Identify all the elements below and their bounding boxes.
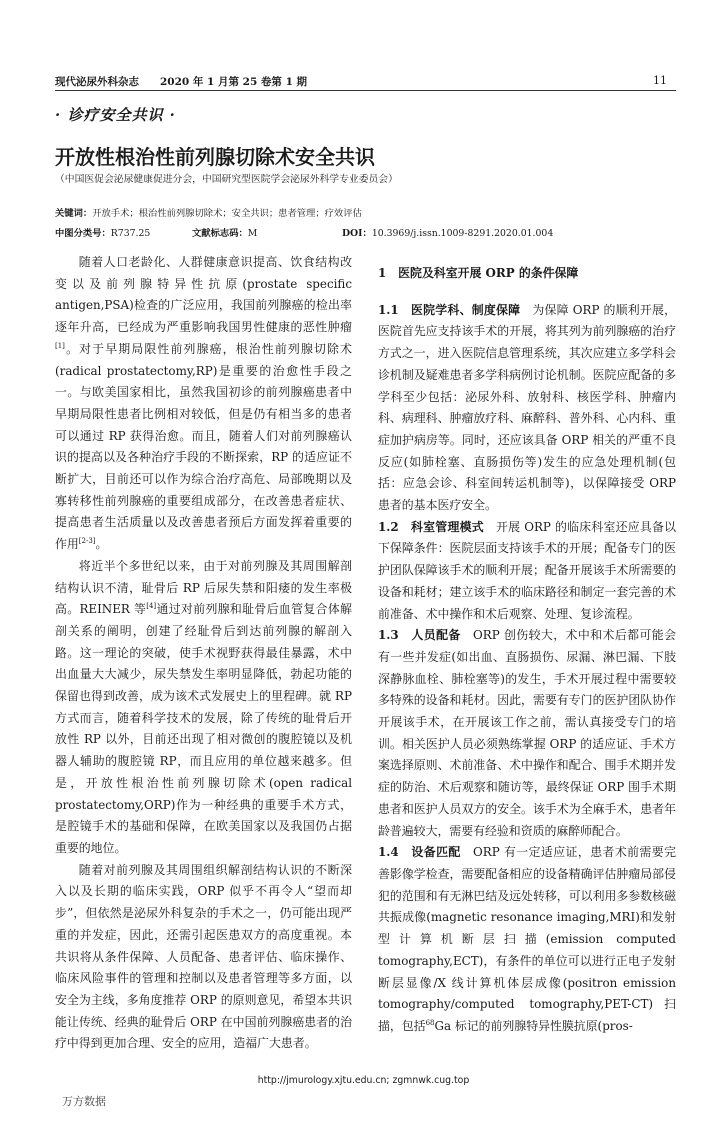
section-1-3-heading: 1.3 人员配备 [378, 628, 461, 643]
section-1-2-heading: 1.2 科室管理模式 [378, 519, 484, 534]
citation-2-3: [2-3] [78, 537, 96, 546]
section-1-1-heading: 1.1 医院学科、制度保障 [378, 302, 521, 317]
page-title: 开放性根治性前列腺切除术安全共识 [55, 145, 375, 169]
paragraph-purpose: 随着对前列腺及其周围组织解剖结构认识的不断深入以及长期的临床实践，ORP 似乎不再令人“望而却步”，但依然是泌尿外科复杂的手术之一，仍可能出现严重的并发症，因此，还需引起医患双方的高度重视。本共识将从条件保障、人员配备、患者评估、临床操作、临床风险事件的管理和控制以及患者管理等多方面，以安全为主线，多角度推荐 ORP 的原则意见，希望本共识能让传统、经典的耻骨后 ORP 在中国前列腺癌患者的治疗中得到更加合理、安全的应用，造福广大患者。 [55, 862, 352, 1051]
keywords-label: 关键词： [55, 208, 93, 219]
section-1-4-heading: 1.4 设备匹配 [378, 845, 461, 860]
section-1-3: 1.3 人员配备 ORP 创伤较大，术中和术后都可能会有一些并发症(如出血、直肠损伤、尿漏、淋巴漏、下肢深静脉血栓、肺栓塞等)的发生，手术开展过程中需要较多特殊的设备和耗材。因此，需要有专门的医护团队协作开展该手术，在开展该工作之前，需认真接受专门的培训。相关医护人员必须熟练掌握 ORP 的适应证、手术方案选择原则、术前准备、术中操作和配合、围手术期并发症的防治、术后观察和随访等，最终保证 ORP 围手术期患者和医护人员双方的安全。该手术为全麻手术，患者年龄普遍较大，需要有经验和资质的麻醉师配合。 [378, 628, 676, 838]
section-1-2: 1.2 科室管理模式 开展 ORP 的临床科室还应具备以下保障条件：医院层面支持该手术的开展；配备专门的医护团队保障该手术的顺利开展；配备开展该手术所需要的设备和耗材；建立该手术的临床路径和制定一套完善的术前准备、术中操作和术后观察、处理、复诊流程。 [378, 519, 676, 621]
clc-line [55, 225, 150, 239]
citation-1: [1] [55, 341, 65, 350]
clc-label: 中图分类号： [55, 228, 111, 239]
isotope-superscript: 68 [425, 1018, 435, 1027]
keywords: 开放手术；根治性前列腺切除术；安全共识；患者管理；疗效评估 [92, 208, 362, 219]
doi-value: 10.3969/j.issn.1009-8291.2020.01.004 [371, 228, 554, 239]
right-column [378, 263, 676, 1038]
doi-line [342, 225, 553, 239]
footer-url: http://jmurology.xjtu.edu.cn; zgmnwk.cug.top [257, 1075, 470, 1086]
watermark: 万方数据 [62, 1095, 106, 1108]
doc-code-line [192, 225, 257, 239]
keywords-line [55, 205, 362, 219]
header-rule [55, 90, 676, 91]
doc-code-value: M [247, 228, 258, 239]
left-column [55, 252, 352, 1055]
section-1-4: 1.4 设备匹配 ORP 有一定适应证，患者术前需要完善影像学检查，需要配备相应的设备精确评估肿瘤局部侵犯的范围和有无淋巴结及远处转移，可以利用多参数核磁共振成像(magnetic resonance imaging,MRI)和发射型计算机断层扫描(emission computed tomography,ECT)，有条件的单位可以进行正电子发射断层显像/X 线计算机体层成像(positron emission tomography/computed tomography,PET-CT)扫描，包括$^{68}$Ga 标记的前列腺特异性膜抗原(pros- [378, 845, 676, 1033]
journal-header: 现代泌尿外科杂志 2020 年 1 月第 25 卷第 1 期 [55, 76, 308, 88]
citation-4: [4] [146, 602, 157, 611]
section-heading-1: 1 医院及科室开展 ORP 的条件保障 [378, 266, 579, 280]
section-tag: · 诊疗安全共识 · [55, 106, 176, 124]
page-number: 11 [653, 74, 667, 87]
clc-value: R737.25 [110, 228, 151, 239]
authors-line: （中国医促会泌尿健康促进分会，中国研究型医院学会泌尿外科学专业委员会） [55, 174, 398, 185]
paragraph-intro: 随着人口老龄化、人群健康意识提高、饮食结构改变以及前列腺特异性抗原(prostate specific antigen,PSA)检查的广泛应用，我国前列腺癌的检出率逐年升高，已经成为严重影响我国男性健康的恶性肿瘤[1]。对于早期局限性前列腺癌，根治性前列腺切除术(radical prostatectomy,RP)是重要的治愈性手段之一。与欧美国家相比，虽然我国初诊的前列腺癌患者中早期局限性患者比例相对较低，但是仍有相当多的患者可以通过 RP 获得治愈。而且，随着人们对前列腺癌认识的提高以及各种治疗手段的不断探索，RP 的适应证不断扩大，目前还可以作为综合治疗高危、局部晚期以及寡转移性前列腺癌的重要组成部分，在改善患者症状、提高患者生活质量以及改善患者预后方面发挥着重要的作用[2-3]。 [55, 255, 352, 552]
doc-code-label: 文献标志码： [192, 228, 248, 239]
paragraph-history: 将近半个多世纪以来，由于对前列腺及其周围解剖结构认识不清，耻骨后 RP 后尿失禁和阳痿的发生率极高。REINER 等[4]通过对前列腺和耻骨后血管复合体解剖关系的阐明，创建了经耻骨后到达前列腺的解剖入路。这一理论的突破，使手术视野获得最佳暴露，术中出血量大大减少，尿失禁发生率明显降低，勃起功能的保留也得到改善，成为该术式发展史上的里程碑。就 RP 方式而言，随着科学技术的发展，除了传统的耻骨后开放性 RP 以外，目前还出现了相对微创的腹腔镜以及机器人辅助的腹腔镜 RP，而且应用的单位越来越多。但是，开放性根治性前列腺切除术(open radical prostatectomy,ORP)作为一种经典的重要手术方式，是腔镜手术的基础和保障，在欧美国家以及我国仍占据重要的地位。 [55, 558, 352, 855]
doi-label: DOI： [342, 228, 372, 239]
section-1-1: 1.1 医院学科、制度保障 为保障 ORP 的顺利开展，医院首先应支持该手术的开展，将其列为前列腺癌的治疗方式之一，进入医院信息管理系统，其次应建立多学科会诊机制及疑难患者多学科病例讨论机制。医院应配备的多学科至少包括：泌尿外科、放射科、核医学科、肿瘤内科、病理科、肿瘤放疗科、麻醉科、普外科、心内科、重症加护病房等。同时，还应该具备 ORP 相关的严重不良反应(如肺栓塞、直肠损伤等)发生的应急处理机制(包括：应急会诊、科室间转运机制等)，以保障接受 ORP 患者的基本医疗安全。 [378, 302, 677, 513]
